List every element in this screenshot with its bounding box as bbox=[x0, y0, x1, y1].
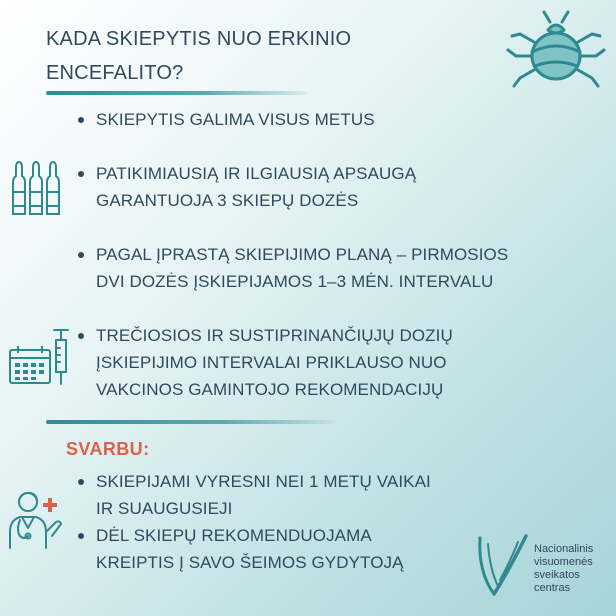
list-item bbox=[78, 322, 453, 403]
bullet-dot bbox=[78, 252, 84, 258]
list-item-text: TREČIOSIOS IR SUSTIPRINANČIŲJŲ DOZIŲ ĮSKIEPIJIMO INTERVALAI PRIKLAUSO NUO VAKCINOS GAMINTOJO REKOMENDACIJŲ bbox=[96, 326, 453, 399]
list-item bbox=[78, 160, 416, 214]
list-item-text: SKIEPIJAMI VYRESNI NEI 1 METŲ VAIKAI IR SUAUGUSIEJI bbox=[96, 472, 431, 518]
bullet-dot bbox=[78, 333, 84, 339]
list-item bbox=[78, 241, 508, 295]
list-item bbox=[78, 468, 431, 522]
title-divider bbox=[46, 91, 308, 95]
bullet-dot bbox=[78, 479, 84, 485]
list-item-text: SKIEPYTIS GALIMA VISUS METUS bbox=[96, 110, 375, 129]
brand-logo-icon bbox=[474, 528, 532, 604]
doctor-icon bbox=[6, 488, 68, 550]
calendar-icon bbox=[8, 345, 52, 385]
list-item-text: PATIKIMIAUSIĄ IR ILGIAUSIĄ APSAUGĄ GARANTUOJA 3 SKIEPŲ DOZĖS bbox=[96, 164, 417, 210]
list-item bbox=[78, 522, 404, 576]
list-item-text: DĖL SKIEPŲ REKOMENDUOJAMA KREIPTIS Į SAVO ŠEIMOS GYDYTOJĄ bbox=[96, 526, 404, 572]
bullet-dot bbox=[78, 171, 84, 177]
important-label: SVARBU: bbox=[66, 439, 150, 459]
syringe-icon bbox=[50, 328, 72, 386]
vaccine-vials-icon bbox=[8, 160, 64, 218]
list-item bbox=[78, 106, 375, 133]
bullet-dot bbox=[78, 533, 84, 539]
health-cross-icon bbox=[42, 497, 58, 513]
bullet-dot bbox=[78, 117, 84, 123]
page-title: KADA SKIEPYTIS NUO ERKINIO ENCEFALITO? bbox=[46, 28, 352, 84]
section-divider bbox=[46, 420, 336, 424]
list-item-text: PAGAL ĮPRASTĄ SKIEPIJIMO PLANĄ – PIRMOSIOS DVI DOZĖS ĮSKIEPIJAMOS 1–3 MĖN. INTERVALU bbox=[96, 245, 509, 291]
brand-name: Nacionalinis visuomenės sveikatos centras bbox=[534, 543, 594, 594]
tick-icon bbox=[504, 6, 608, 90]
